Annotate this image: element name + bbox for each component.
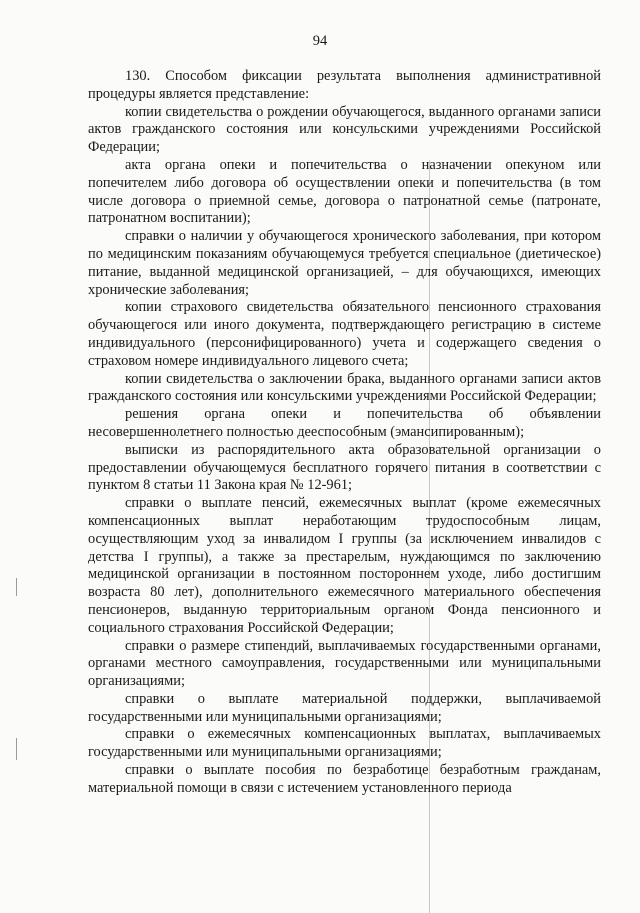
paragraph-pension-insurance: копии страхового свидетельства обязательного пенсионного страхования обучающегося или иного документа, подтверждающего регистрацию в системе индивидуального (персонифицированного) учета и содержащего сведения о страховом номере индивидуального лицевого счета;	[88, 299, 601, 369]
page-number: 94	[312, 33, 328, 49]
paragraph-material-support: справки о выплате материальной поддержки, выплачиваемой государственными или муниципальными организациями;	[88, 690, 601, 725]
paragraph-compensation-payments: справки о ежемесячных компенсационных выплатах, выплачиваемых государственными или муниципальными организациями;	[88, 726, 601, 761]
paragraph-guardianship-act: акта органа опеки и попечительства о назначении опекуном или попечителем либо договора об осуществлении опеки и попечительства (в том числе договора о приемной семье, договора о патронатной семье (патронате, патронатном воспитании);	[88, 156, 601, 227]
paragraph-emancipation: решения органа опеки и попечительства об объявлении несовершеннолетнего полностью дееспособным (эмансипированным);	[88, 406, 601, 440]
paragraph-chronic-disease: справки о наличии у обучающегося хронического заболевания, при котором по медицинским показаниям обучающемуся требуется специальное (диетическое) питание, выданной медицинской организацией, – для обучающихся, имеющих хронические заболевания;	[88, 228, 601, 298]
paragraph-marriage-certificate: копии свидетельства о заключении брака, выданного органами записи актов гражданского состояния или консульскими учреждениями Российской Федерации;	[88, 370, 601, 405]
paragraph-scholarship: справки о размере стипендий, выплачиваемых государственными органами, органами местного самоуправления, государственными или муниципальными организациями;	[88, 637, 601, 690]
scan-margin-mark	[16, 738, 17, 760]
paragraph-pension-payments: справки о выплате пенсий, ежемесячных выплат (кроме ежемесячных компенсационных выплат неработающим трудоспособным лицам, осуществляющим уход за инвалидом I группы (за исключением инвалидов с детства I группы), а также за престарелым, нуждающимся по заключению медицинской организации в постоянном постороннем уходе, либо достигшим возраста 80 лет), дополнительного ежемесячного материального обеспечения пенсионеров, выданную территориальным органом Фонда пенсионного и социального страхования Российской Федерации;	[88, 495, 601, 636]
paragraph-birth-certificate: копии свидетельства о рождении обучающегося, выданного органами записи актов гражданского состояния или консульскими учреждениями Российской Федерации;	[88, 103, 601, 156]
scan-margin-mark	[16, 578, 17, 596]
paragraph-meal-extract: выписки из распорядительного акта образовательной организации о предоставлении обучающемуся бесплатного горячего питания в соответствии с пунктом 8 статьи 11 Закона края № 12-961;	[88, 441, 601, 494]
document-body	[88, 68, 601, 798]
paragraph-intro: 130. Способом фиксации результата выполнения административной процедуры является представление:	[88, 68, 601, 102]
paragraph-unemployment: справки о выплате пособия по безработице безработным гражданам, материальной помощи в связи с истечением установленного периода	[88, 762, 601, 796]
